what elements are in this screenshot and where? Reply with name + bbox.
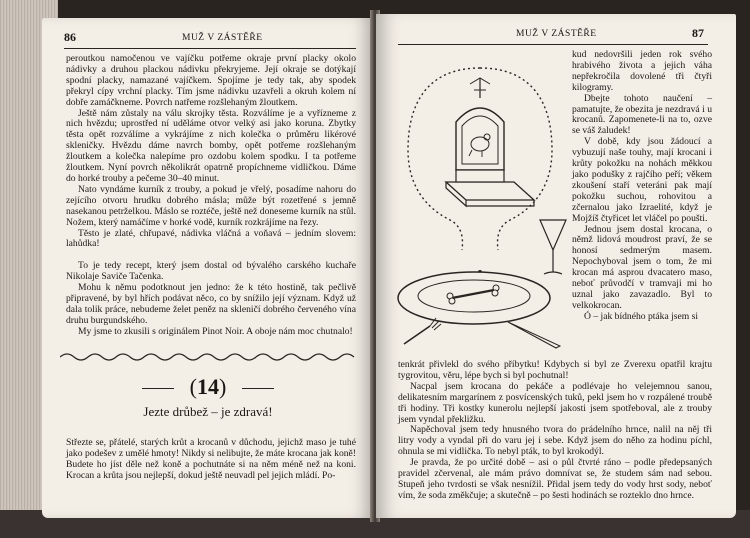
paragraph: Nacpal jsem krocana do pekáče a podlévaje ho velejemnou sanou, delikatesním margarínem z posvícenských tuků, pekl jsem ho v rozpálené troubě tři hodiny. Tři kostky kunerolu nejlepší jakosti jsem spotřeboval, ale z trouby jsem vyndal překližku. — [398, 380, 712, 425]
right-page-number: 87 — [692, 26, 704, 40]
right-text-full — [398, 360, 712, 502]
chapter-title: Jezte drůbež – je zdravá! — [143, 404, 273, 419]
right-page — [376, 14, 736, 518]
paragraph: kud nedovršili jeden rok svého hrabivého života a jejich váha nepřekročila dovolené tři čtyři kilogramy. — [572, 49, 712, 93]
paragraph: Mohu k němu podotknout jen jedno: že k této hostině, tak pečlivě připravené, by byl hřích podávat něco, co by snížilo její význam. Když už dala tolik práce, nebudeme želet peněz na skleničí dobrého červeného vína druhu burgundského. — [66, 282, 356, 326]
paragraph: peroutkou namočenou ve vajíčku potřeme okraje první placky okolo nádivky a druhou plackou nádivku překryjeme. Její okraje se dotýkají spodní placky, namazané vajíčkem. Spojíme je tedy tak, aby spodek překryl cípy vrchní placky. Tím jsme nádivku uzavřeli a okruh kolem ní dobře zamáčkneme. Povrch natřeme rozšlehaným žloutkem. — [66, 53, 356, 108]
paragraph: Je pravda, že po určité době – asi o půl čtvrté ráno – podle předepsaných pravidel zčervenal, ale mám právo domnívat se, že studem sám nad sebou. Stupeň jeho tvrdosti se však nesnížil. Přidal jsem tedy do vody hrst sody, neboť vím, že soda změkčuje; a skutečně – po šesti hodinách se rozteklo dno hrnce. — [398, 457, 712, 501]
chapter-number: (14) — [189, 374, 227, 399]
right-text-column — [572, 50, 712, 323]
chapter-number-value: 14 — [197, 374, 219, 399]
paragraph: Ó – jak bídného ptáka jsem si — [584, 310, 699, 322]
chapter-divider-wave — [60, 350, 360, 364]
paragraph: tenkrát přivlekl do svého příbytku! Kdybych si byl ze Zverexu opatřil krajtu tygrovitou, věru, lépe bych si byl pochutnal! — [398, 359, 712, 381]
paragraph: Ještě nám zůstaly na válu skrojky těsta. Rozválíme je a vyřízneme z nich hvězdu; uprostřed ní uděláme otvor velký asi jako koruna. Zbytky těsta opět rozválíme a vykrájíme z nich kolečka o průměru likérové skleničky. Hvězdu dáme navrch bomby, opět potřeme rozšlehaným žloutkem a kolečka nalepíme pro ozdobu kolem spodku. I ta potřeme žloutkem. Nyní povrch několikrát opatrně propíchneme vidličkou. Dáme do horké trouby a pečeme 30–40 minut. — [66, 107, 356, 184]
paragraph: Nato vyndáme kurník z trouby, a pokud je vřelý, posadíme nahoru do zejícího otvoru hrudku dobrého másla; může být rozetřené s jemně nasekanou petrželkou. Máslo se roztéče, ještě než doneseme kurník na stůl. Nožem, který namáčíme v horké vodě, kurník rozkrájíme na řezy. — [66, 183, 356, 228]
chapter-text — [66, 438, 356, 482]
paragraph: Střezte se, přátelé, starých krůt a krocanů v důchodu, jejichž maso je tuhé jako podešev z umělé hmoty! Nikdy si nelibujte, že máte krocana jak koně! Budete ho jíst děle než koně a pochutnáte si na něm méně než na koni. Krocan a krůta jsou nejlepší, dokud ještě neuvadl pel jejich mládí. Po- — [66, 437, 356, 481]
paragraph: Dbejte tohoto naučení – pamatujte, že obezita je nezdravá i u krocanů. Zapomenete-li na to, ozve se váš žaludek! — [572, 92, 712, 137]
paragraph: To je tedy recept, který jsem dostal od bývalého carského kuchaře Nikolaje Saviče Tačenka. — [66, 260, 356, 283]
paragraph: Těsto je zlaté, chřupavé, nádivka vláčná a voňavá – jedním slovem: lahůdka! — [66, 227, 356, 250]
chapter-rule-right — [242, 388, 274, 389]
paragraph: Napěchoval jsem tedy hnusného tvora do prádelního hrnce, nalil na něj tři litry vody a vyndal při do varu jej i sebe. Když jsem do něho za hodinu píchl, ohnula se mi vidlička. To nebyl pták, to byl krokodýl. — [398, 424, 712, 458]
left-page-number: 86 — [64, 30, 76, 44]
left-running-head: MUŽ V ZÁSTĚŘE — [182, 33, 263, 43]
paragraph: Jednou jsem dostal krocana, o němž lidová moudrost praví, že se honosí sedmerým masem. Nepochyboval jsem o tom, že mi krocan má asprou dvacatero maso, neboť průvodčí v tramvaji mi ho uznal jako zavazadlo. Byl to velkokrocan. — [572, 223, 712, 311]
paragraph: V době, kdy jsou žádoucí a vybuzují naše touhy, mají krocani i krůty pokožku na nohách měkkou jako podušky z rajčího peří; věkem zkoušení staří veteráni pak mají pokožku suchou, rohovitou a zčernalou jako Izraelité, když je Mojžíš čtyřicet let vláčel po poušti. — [572, 136, 712, 224]
chapter-rule-left — [142, 388, 174, 389]
header-rule — [64, 48, 356, 49]
roast-turkey-dream-illustration — [390, 60, 570, 350]
left-text-block-top — [66, 54, 356, 338]
header-rule — [398, 44, 708, 45]
paragraph: My jsme to zkusili s originálem Pinot Noir. A oboje nám moc chutnalo! — [78, 325, 353, 337]
right-running-head: MUŽ V ZÁSTĚŘE — [516, 29, 597, 39]
left-page — [42, 18, 374, 518]
